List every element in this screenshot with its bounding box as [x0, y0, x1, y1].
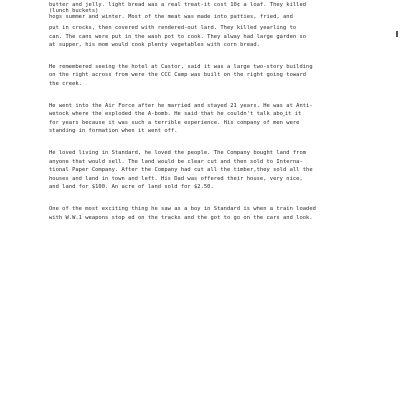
text-line: standing in formation when it went off.: [49, 128, 178, 135]
paragraph-food: [49, 0, 384, 50]
text-line-insert: (lunch buckets): [49, 8, 99, 14]
paragraph-train: [49, 205, 384, 222]
text-line: hogs summer and winter. Most of the meat was made into patties, fried, and: [49, 14, 293, 20]
text-line: can. The cans were put in the wash pot to cook. They alway had large garden so: [49, 33, 307, 40]
text-line: anyone that would sell. The land would be clear cut and then sold to Interna-: [49, 158, 303, 165]
text-line: put in crocks, then covered with rendered-out lard. They killed yearling to: [49, 25, 297, 31]
paragraph-standard: [49, 149, 384, 192]
text-line: He went into the Air Force after he married and stayed 21 years. He was at Anti-: [49, 102, 313, 109]
text-line: One of the most exciting thing he saw as a boy in Standard is when a train loaded: [49, 205, 316, 212]
text-line: butter and jelly. light bread was a real treat-it cost 10¢ a loaf. They killed: [49, 2, 307, 8]
text-line: on the right across from were the CCC Camp was built on the right going toward: [49, 72, 307, 79]
text-line: and land for $100. An acre of land sold for $2.50.: [49, 184, 214, 191]
text-line: at supper, his mom would cook plenty vegetables with corn bread.: [49, 42, 260, 49]
text-line: houses and land in town and left. His Dad was offered their house, very nice,: [49, 175, 303, 182]
text-line: wetock where the exploded the A-bomb. He said that he couldn't talk abo‸it it: [49, 111, 302, 118]
paragraph-hotel: [49, 63, 384, 89]
text-line: He remembered seeing the hotel at Castor, said it was a large two-story building: [49, 63, 313, 70]
text-line: with W.W.1 weapons stop ed on the tracks and the got to go on the cars and look.: [49, 214, 313, 221]
paragraph-air-force: [49, 102, 384, 136]
text-line: the creek.: [49, 80, 82, 87]
text-line: tional Paper Company. After the Company had cut all the timber,they sold all the: [49, 167, 313, 174]
text-line: He loved living in Standard, he loved the people. The Company bought land from: [49, 149, 307, 156]
text-line: for years because it was such a terrible experience. His company of men were: [49, 119, 300, 126]
margin-mark: [396, 31, 398, 37]
